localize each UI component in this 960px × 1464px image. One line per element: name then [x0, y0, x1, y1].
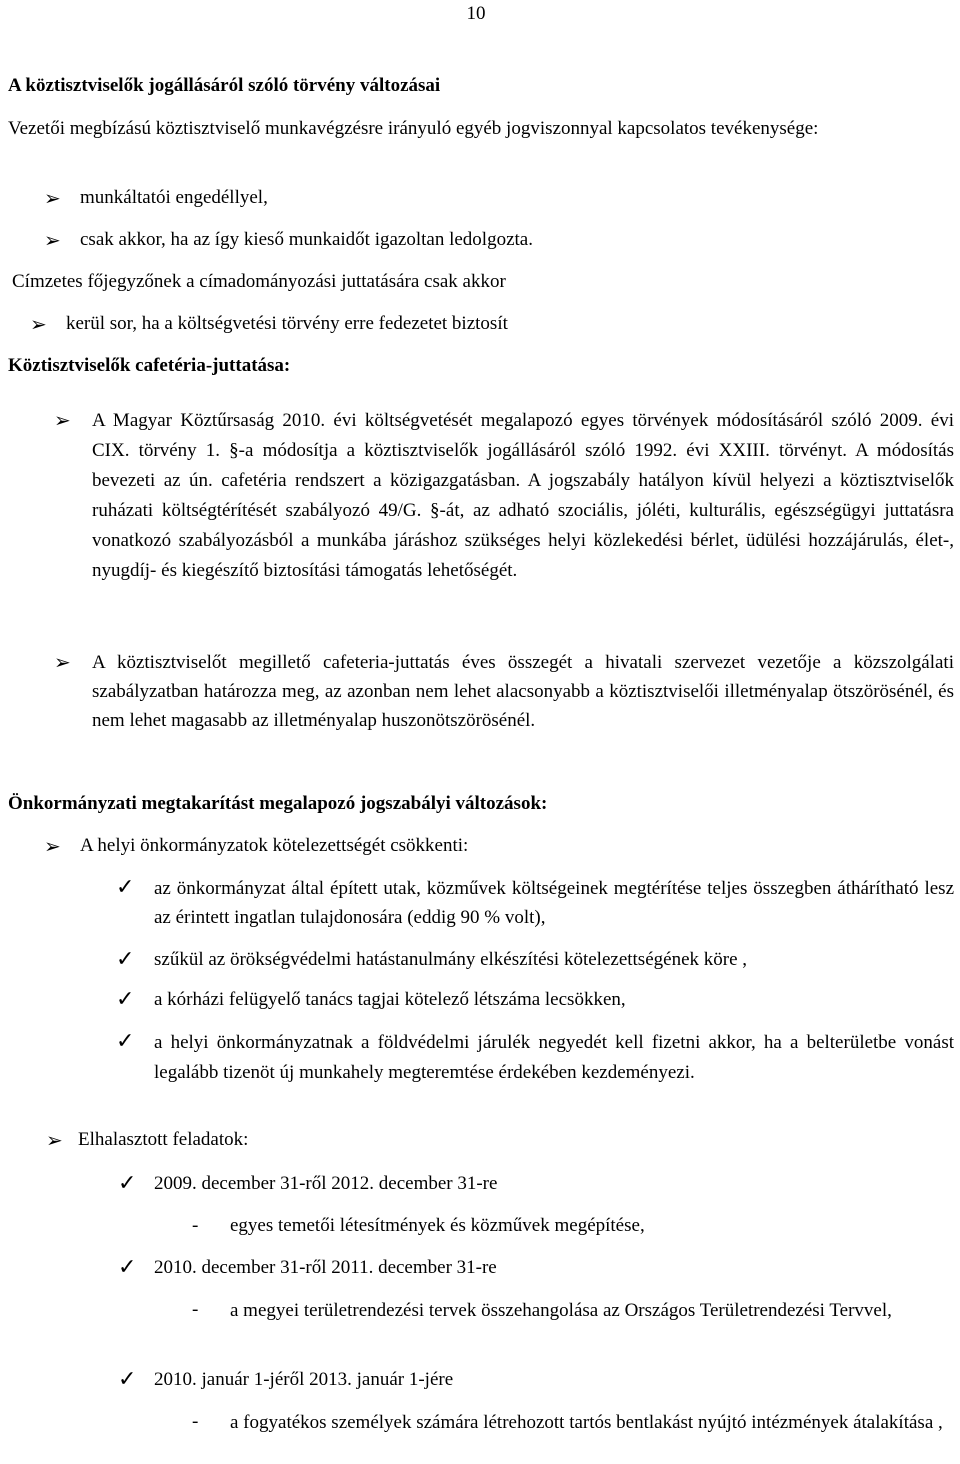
list-item: A helyi önkormányzatok kötelezettségét csökkenti: — [80, 835, 469, 856]
list-item: csak akkor, ha az így kieső munkaidőt igazoltan ledolgozta. — [80, 229, 533, 250]
list-item: A köztisztviselőt megillető cafeteria-juttatás éves összegét a hivatali szervezet vezetője a közszolgálati szabályzatban határozza meg, az azonban nem lehet alacsonyabb a köztisztviselői illetményalap ötszörösénél, és nem lehet magasabb az illetményalap huszonötszörösénél. — [92, 652, 954, 731]
dash-bullet: - — [192, 1411, 199, 1432]
checkmark-icon: ✓ — [116, 947, 135, 972]
dash-bullet: - — [192, 1299, 199, 1320]
arrow-bullet-icon: ➢ — [30, 312, 47, 336]
section-heading-civil-servants: A köztisztviselők jogállásáról szóló törvény változásai — [8, 75, 441, 96]
checkmark-icon: ✓ — [116, 875, 135, 900]
deferred-item: egyes temetői létesítmények és közművek megépítése, — [230, 1215, 645, 1236]
deferred-date: 2010. december 31-ről 2011. december 31-re — [154, 1257, 497, 1278]
dash-bullet: - — [192, 1215, 199, 1236]
list-item: az önkormányzat által épített utak, közművek költségeinek megtérítése teljes összegben áthárítható lesz az érintett ingatlan tulajdonosára (eddig 90 % volt), — [154, 878, 954, 928]
section-heading-cafeteria: Köztisztviselők cafetéria-juttatása: — [8, 355, 291, 376]
cimzetes-paragraph: Címzetes főjegyzőnek a címadományozási juttatására csak akkor — [12, 271, 506, 292]
deferred-date: 2009. december 31-ről 2012. december 31-re — [154, 1173, 498, 1194]
arrow-bullet-icon: ➢ — [54, 408, 71, 432]
deferred-item: a megyei területrendezési tervek összehangolása az Országos Területrendezési Tervvel, — [230, 1300, 892, 1321]
checkmark-icon: ✓ — [118, 1367, 137, 1392]
checkmark-icon: ✓ — [116, 1029, 135, 1054]
list-item: Elhalasztott feladatok: — [78, 1129, 249, 1150]
list-item: kerül sor, ha a költségvetési törvény erre fedezetet biztosít — [66, 313, 508, 334]
checkmark-icon: ✓ — [116, 987, 135, 1012]
intro-paragraph: Vezetői megbízású köztisztviselő munkavégzésre irányuló egyéb jogviszonnyal kapcsolatos tevékenysége: — [8, 118, 819, 139]
list-item: munkáltatói engedéllyel, — [80, 187, 268, 208]
arrow-bullet-icon: ➢ — [44, 228, 61, 252]
arrow-bullet-icon: ➢ — [44, 834, 61, 858]
section-heading-municipal: Önkormányzati megtakarítást megalapozó jogszabályi változások: — [8, 793, 548, 814]
arrow-bullet-icon: ➢ — [46, 1128, 63, 1152]
page-number: 10 — [466, 3, 486, 24]
deferred-date: 2010. január 1-jéről 2013. január 1-jére — [154, 1369, 454, 1390]
list-item: a helyi önkormányzatnak a földvédelmi járulék negyedét kell fizetni akkor, ha a belterületbe vonást legalább tizenöt új munkahely megteremtése érdekében kezdeményezi. — [154, 1032, 954, 1083]
checkmark-icon: ✓ — [118, 1255, 137, 1280]
checkmark-icon: ✓ — [118, 1171, 137, 1196]
deferred-item: a fogyatékos személyek számára létrehozott tartós bentlakást nyújtó intézmények átalakítása , — [230, 1412, 943, 1433]
arrow-bullet-icon: ➢ — [44, 186, 61, 210]
arrow-bullet-icon: ➢ — [54, 650, 71, 674]
list-item: A Magyar Köztűrsaság 2010. évi költségvetését megalapozó egyes törvények módosításáról szóló 2009. évi CIX. törvény 1. §-a módosítja a köztisztviselők jogállásáról szóló 1992. évi XXIII. törvényt. A módosítás bevezeti az ún. cafetéria rendszert a közigazgatásban. A jogszabály hatályon kívül helyezi a köztisztviselők ruházati költségtérítését szabályozó 49/G. §-át, az adható szociális, jóléti, kulturális, egészségügyi juttatásra vonatkozó szabályozásból a munkába járáshoz szükséges helyi közlekedési bérlet, üdülési hozzájárulás, élet-, nyugdíj- és kiegészítő biztosítási támogatás lehetőségét. — [92, 410, 954, 582]
list-item: szűkül az örökségvédelmi hatástanulmány elkészítési kötelezettségének köre , — [154, 949, 748, 970]
list-item: a kórházi felügyelő tanács tagjai kötelező létszáma lecsökken, — [154, 989, 626, 1010]
